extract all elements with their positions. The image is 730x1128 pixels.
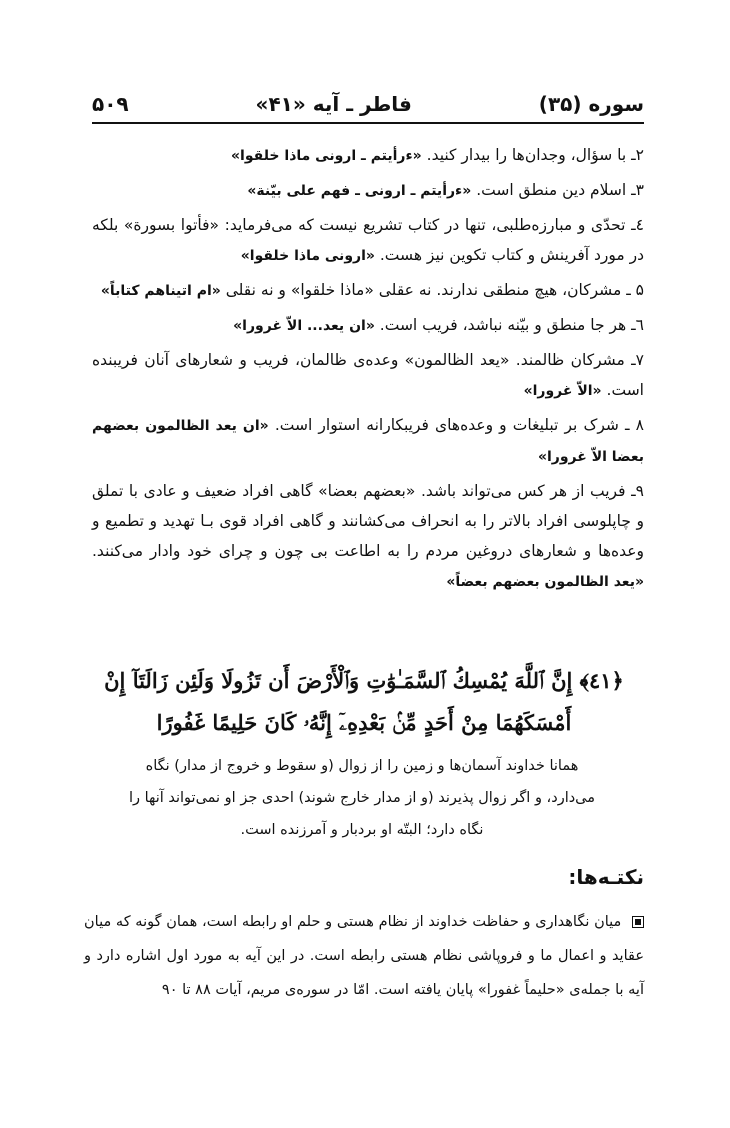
item-quote: «ان یعد الظالمون بعضهم بعضا الاّ غرورا» bbox=[92, 418, 644, 465]
item-number: ۳ـ bbox=[631, 181, 644, 199]
item-number: ۹ـ bbox=[631, 482, 644, 500]
notes-section bbox=[84, 905, 644, 1007]
notes-heading: نکتـه‌ها: bbox=[568, 865, 644, 889]
item-number: ۷ـ bbox=[631, 351, 644, 369]
page-number: ۵۰۹ bbox=[92, 92, 129, 116]
item-number: ۸ ـ bbox=[625, 416, 644, 434]
item-number: ۵ ـ bbox=[626, 281, 644, 299]
item-number: ٦ـ bbox=[631, 316, 644, 334]
item-quote: «ارونی ماذا خلقوا» bbox=[240, 248, 375, 264]
item-quote: «ام اتیناهم کتاباً» bbox=[100, 283, 221, 299]
list-item bbox=[92, 345, 644, 406]
item-text: با سؤال، وجدان‌ها را بیدار کنید. bbox=[426, 146, 627, 164]
list-item bbox=[92, 476, 644, 597]
list-item bbox=[92, 175, 644, 206]
page-title: فاطر ـ آیه «۴۱» bbox=[255, 92, 412, 116]
surah-label: سوره (۳۵) bbox=[538, 92, 644, 116]
item-text: شرک بر تبلیغات و وعده‌های فریبکارانه استوار است. bbox=[274, 416, 619, 434]
list-item bbox=[92, 140, 644, 171]
square-bullet-icon bbox=[632, 916, 644, 928]
item-quote: «ءرأیتم ـ ارونی ماذا خلقوا» bbox=[231, 148, 422, 164]
item-quote: «ءرأیتم ـ ارونی ـ فهم علی بیّنة» bbox=[247, 183, 472, 199]
verse-number: ﴿٤١﴾ bbox=[579, 668, 624, 693]
item-text: مشرکان، هیچ منطقی ندارند. نه عقلی «ماذا خلقوا» و نه نقلی bbox=[225, 281, 622, 299]
lessons-list bbox=[92, 140, 644, 601]
list-item bbox=[92, 410, 644, 472]
item-quote: «الاّ غرورا» bbox=[523, 383, 602, 399]
verse-text: إِنَّ ٱللَّهَ يُمْسِكُ ٱلسَّمَـٰوَٰتِ وَٱلْأَرْضَ أَن تَزُولَا وَلَئِن زَالَتَآ إِنْ أَمْسَكَهُمَا مِنْ أَحَدٍ مِّنۢ بَعْدِهِۦٓ إِنَّهُۥ كَانَ حَلِيمًا غَفُورًا bbox=[104, 668, 573, 735]
item-text: مشرکان ظالمند. «یعد الظالمون» وعده‌ی ظالمان، فریب و شعارهای آنان فریبنده است. bbox=[92, 351, 644, 399]
list-item bbox=[92, 310, 644, 341]
item-number: ٤ـ bbox=[631, 216, 644, 234]
list-item bbox=[92, 210, 644, 271]
header-divider bbox=[92, 122, 644, 124]
item-quote: «ان یعد... الاّ غرورا» bbox=[233, 318, 375, 334]
item-text: اسلام دین منطق است. bbox=[476, 181, 627, 199]
verse-translation: همانا خداوند آسمان‌ها و زمین را از زوال (و سقوط و خروج از مدار) نگاه می‌دارد، و اگر زوال پذیرند (و از مدار خارج شوند) احدی جز او نمی‌تواند آنها را نگاه دارد؛ البتّه او بردبار و آمرزنده است. bbox=[128, 758, 596, 838]
page-header bbox=[92, 88, 644, 120]
item-text: تحدّی و مبارزه‌طلبی، تنها در کتاب تشریع نیست که می‌فرماید: «فأتوا بسورة» بلکه در مورد آفرینش و کتاب تکوین نیز هست. bbox=[92, 216, 644, 264]
item-text: فریب از هر کس می‌تواند باشد. «بعضهم بعضا» گاهی افراد ضعیف و عادی با تملق و چاپلوسی افراد بالاتر را به انحراف می‌کشانند و گاهی افراد قوی بـا تهدید و تطمیع و وعده‌ها و شعارهای دروغین مردم را به اطاعت بی چون و چرای خود وادار می‌کنند. bbox=[92, 482, 644, 560]
item-number: ۲ـ bbox=[631, 146, 644, 164]
quran-verse bbox=[84, 660, 644, 744]
notes-paragraph: میان نگاهداری و حفاظت خداوند از نظام هستی و حلم او رابطه است، همان گونه که میان عقاید و اعمال ما و فروپاشی نظام هستی رابطه است. در این آیه به مورد اول اشاره دارد و آیه با جمله‌ی «حلیماً غفورا» پایان یافته است. امّا در سوره‌ی مریم، آیات ۸۸ تا ۹۰ bbox=[84, 914, 644, 998]
list-item bbox=[92, 275, 644, 306]
item-text: هر جا منطق و بیّنه نباشد، فریب است. bbox=[379, 316, 627, 334]
item-quote: «یعد الظالمون بعضهم بعضاً» bbox=[446, 574, 644, 590]
